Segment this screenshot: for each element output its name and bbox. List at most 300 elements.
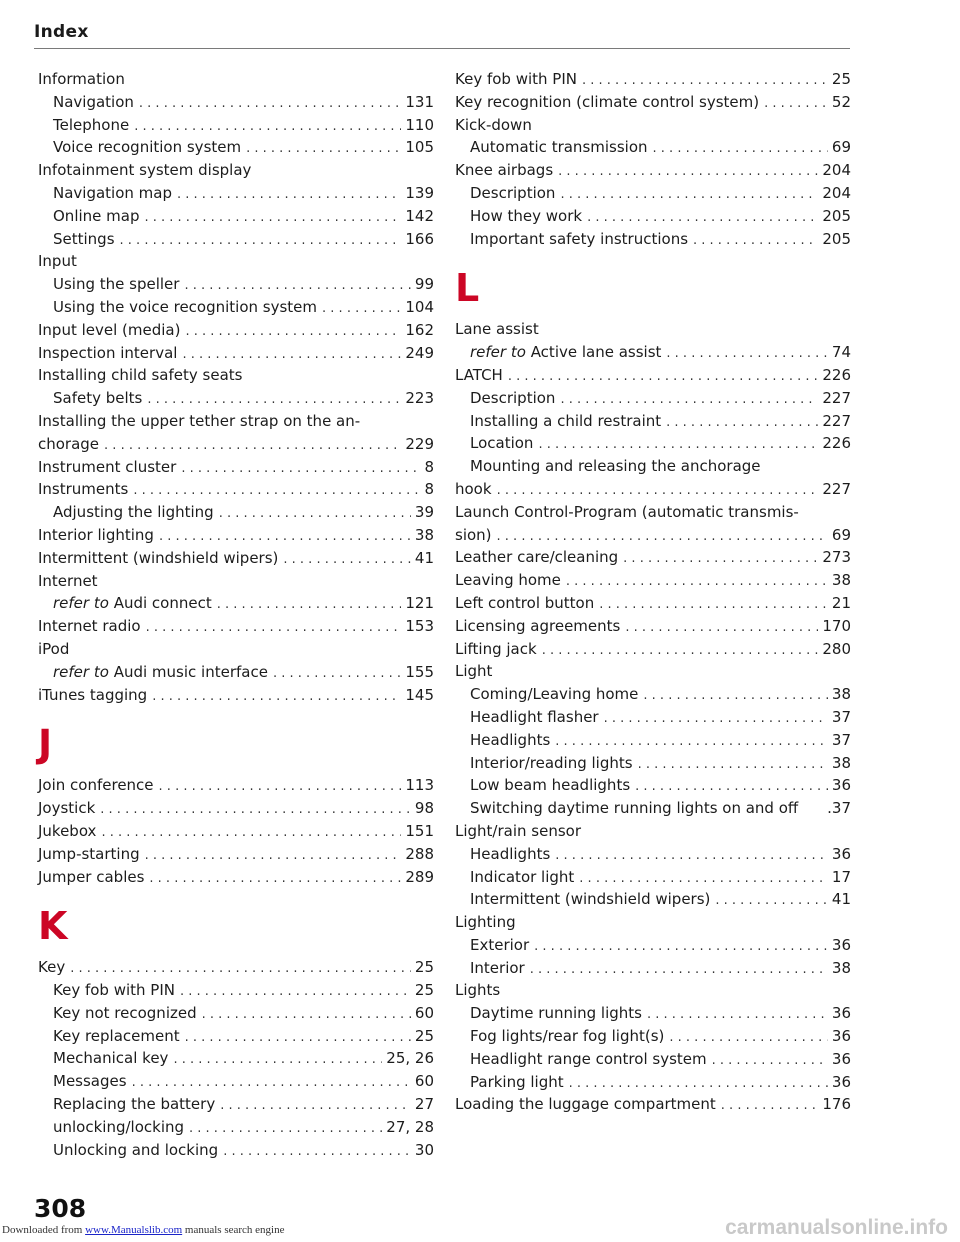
index-entry-label — [53, 1072, 127, 1090]
dot-leader — [142, 392, 401, 407]
index-item — [455, 890, 851, 913]
index-item — [455, 799, 851, 822]
index-entry-page: 104 — [405, 297, 434, 316]
index-entry-page: 166 — [405, 229, 434, 248]
index-entry-text: Audi music interface — [113, 662, 268, 681]
section-letter: J — [38, 722, 53, 767]
index-entry-text: Jumper cables — [38, 867, 145, 886]
index-item — [38, 549, 434, 572]
index-entry-page: 25 — [831, 70, 851, 88]
index-entry-label — [53, 503, 214, 521]
index-entry-page: 27 — [414, 1095, 434, 1114]
index-entry-page: 229 — [405, 434, 434, 453]
index-item — [38, 981, 434, 1004]
index-entry-text: Parking light — [470, 1072, 564, 1091]
index-entry-line — [455, 1027, 851, 1050]
index-entry-page: 8 — [424, 480, 434, 499]
index-entry-page: 60 — [414, 1003, 434, 1022]
index-item — [38, 1072, 434, 1095]
index-item — [455, 412, 851, 435]
index-entry-line — [455, 138, 851, 161]
index-entry-text: Leather care/cleaning — [455, 548, 619, 567]
index-heading-label: Information — [38, 70, 125, 88]
index-entry-label — [470, 1027, 664, 1045]
index-entry-label — [53, 207, 139, 225]
index-entry-page: 38 — [831, 753, 851, 772]
index-entry-text: Joystick — [38, 799, 96, 818]
index-entry-label — [470, 412, 661, 430]
index-entry-continuation — [38, 435, 434, 458]
index-item — [455, 343, 851, 366]
index-entry-line — [455, 366, 851, 389]
index-item — [455, 776, 851, 799]
index-entry-text: Location — [470, 434, 534, 453]
index-item — [38, 594, 434, 617]
index-entry-line — [455, 776, 851, 799]
dot-leader — [184, 1121, 382, 1136]
index-entry-page: 36 — [831, 844, 851, 863]
dot-leader — [317, 301, 401, 316]
dot-leader — [268, 666, 401, 681]
dot-leader — [140, 848, 402, 863]
index-entry-page: 36 — [831, 1004, 851, 1023]
index-entry-text: Unlocking and locking — [53, 1140, 219, 1159]
dot-leader — [175, 984, 411, 999]
dot-leader — [630, 779, 828, 794]
dot-leader — [278, 552, 411, 567]
index-item — [38, 896, 434, 956]
index-entry-page: 227 — [822, 479, 851, 498]
index-entry-page: 223 — [405, 389, 434, 408]
index-entry-label — [38, 458, 176, 476]
dot-leader — [661, 346, 828, 361]
index-entry-label — [53, 184, 172, 202]
index-entry-text: Jukebox — [38, 821, 97, 840]
index-entry-label — [53, 93, 134, 111]
index-entry-text: Key not recognized — [53, 1003, 197, 1022]
index-entry-line — [38, 275, 434, 298]
dot-leader — [128, 483, 420, 498]
index-entry-line — [455, 959, 851, 982]
index-entry-text: Key — [38, 958, 66, 977]
index-entry-label — [470, 845, 550, 863]
index-entry-page: 25 — [414, 1026, 434, 1045]
index-entry-label — [470, 959, 525, 977]
dot-leader — [168, 1052, 382, 1067]
header-divider — [34, 48, 850, 49]
index-entry-page: 39 — [414, 503, 434, 522]
index-entry-page: 74 — [831, 343, 851, 362]
index-entry-page: 288 — [405, 844, 434, 863]
index-entry-line — [38, 958, 434, 981]
index-item — [38, 1027, 434, 1050]
index-entry-label-cont: sion) — [455, 525, 492, 544]
index-entry-text: Headlight range control system — [470, 1049, 707, 1068]
index-item — [455, 868, 851, 891]
index-entry-line — [455, 343, 851, 366]
index-item — [455, 93, 851, 116]
index-item — [455, 548, 851, 571]
dot-leader — [141, 620, 402, 635]
index-entry-text: Replacing the battery — [53, 1095, 216, 1114]
index-item — [38, 640, 434, 663]
manualslib-link[interactable]: www.Manualslib.com — [85, 1224, 183, 1236]
index-entry-label — [38, 321, 180, 339]
dot-leader — [179, 278, 410, 293]
dot-leader — [212, 597, 402, 612]
index-entry-line — [455, 868, 851, 891]
index-item — [38, 868, 434, 891]
index-entry-label — [53, 663, 268, 681]
index-entry-page: 36 — [831, 776, 851, 795]
index-entry-refer-prefix: refer to — [53, 662, 109, 681]
index-entry-label — [53, 1141, 218, 1159]
index-item — [455, 640, 851, 663]
index-entry-text: Lifting jack — [455, 639, 537, 658]
index-item — [455, 116, 851, 139]
index-entry-label — [470, 799, 798, 817]
download-source-suffix: manuals search engine — [184, 1224, 285, 1236]
index-entry-text: Automatic transmission — [470, 138, 648, 157]
dot-leader — [688, 233, 818, 248]
index-entry-page: 99 — [414, 275, 434, 294]
index-entry-line — [455, 754, 851, 777]
index-entry-page: 36 — [831, 935, 851, 954]
index-entry-line — [455, 799, 851, 822]
index-entry-text: Audi connect — [113, 594, 212, 613]
dot-leader — [492, 529, 828, 544]
index-heading-label: Lighting — [455, 913, 516, 932]
index-item — [38, 1095, 434, 1118]
index-entry-text: Headlights — [470, 844, 551, 863]
index-entry-line — [455, 1050, 851, 1073]
index-entry-line — [455, 617, 851, 640]
index-heading — [38, 640, 434, 663]
index-heading — [38, 70, 434, 93]
dot-leader — [574, 871, 828, 886]
index-item — [38, 1049, 434, 1072]
dot-leader — [176, 461, 420, 476]
index-item — [455, 845, 851, 868]
index-item — [455, 617, 851, 640]
index-item — [38, 480, 434, 503]
index-entry-page: 110 — [405, 115, 434, 134]
dot-leader — [618, 551, 818, 566]
index-entry-page: 38 — [831, 571, 851, 590]
index-entry-label — [38, 845, 140, 863]
index-entry-label — [38, 822, 96, 840]
index-entry-text: Description — [470, 183, 556, 202]
dot-leader — [661, 415, 818, 430]
index-item — [38, 958, 434, 981]
index-entry-label — [53, 116, 129, 134]
index-entry-text: Low beam headlights — [470, 776, 631, 795]
index-item — [455, 184, 851, 207]
index-item — [38, 366, 434, 389]
index-entry-label — [470, 207, 582, 225]
index-entry-page: 38 — [831, 958, 851, 977]
dot-leader — [65, 961, 411, 976]
index-entry-label — [38, 617, 141, 635]
index-entry-line — [38, 207, 434, 230]
index-item — [38, 503, 434, 526]
index-item — [455, 708, 851, 731]
index-entry-page: 155 — [405, 662, 434, 681]
index-entry-page: 41 — [414, 548, 434, 567]
index-entry-label — [38, 344, 177, 362]
index-item — [455, 320, 851, 343]
dot-leader — [99, 438, 401, 453]
index-item — [38, 70, 434, 93]
index-entry-label — [53, 594, 212, 612]
dot-leader — [115, 233, 402, 248]
download-source — [2, 1224, 284, 1236]
index-item — [38, 275, 434, 298]
index-entry-line — [38, 549, 434, 572]
index-entry-text: Mechanical key — [53, 1049, 169, 1068]
index-entry-text: Coming/Leaving home — [470, 685, 639, 704]
dot-leader — [177, 347, 401, 362]
index-entry-label — [470, 343, 661, 361]
dot-leader — [154, 779, 402, 794]
index-entry-label-cont: hook — [455, 479, 492, 498]
index-entry-line — [38, 776, 434, 799]
index-heading — [455, 981, 851, 1004]
index-entry-page: 38 — [831, 685, 851, 704]
index-entry-line — [38, 503, 434, 526]
index-entry-label: Launch Control-Program (automatic transmis- — [455, 502, 799, 521]
index-entry-text: Join conference — [38, 776, 154, 795]
dot-leader — [147, 689, 401, 704]
index-item — [455, 1050, 851, 1073]
index-entry-label — [470, 890, 710, 908]
index-entry-label — [470, 389, 555, 407]
index-entry-line — [455, 731, 851, 754]
index-item — [455, 754, 851, 777]
index-item — [455, 571, 851, 594]
index-item — [455, 662, 851, 685]
download-source-prefix: Downloaded from — [2, 1224, 83, 1236]
index-entry-label — [38, 958, 65, 976]
index-entry-label — [455, 640, 537, 658]
index-column-right — [455, 70, 851, 1118]
index-entry-label — [470, 936, 529, 954]
index-item — [455, 366, 851, 389]
dot-leader — [648, 141, 828, 156]
dot-leader — [154, 529, 411, 544]
index-entry-line — [38, 868, 434, 891]
dot-leader — [197, 1007, 411, 1022]
index-heading — [455, 116, 851, 139]
index-entry-line — [38, 298, 434, 321]
index-entry-line — [38, 845, 434, 868]
index-entry-label — [470, 434, 533, 452]
dot-leader — [214, 506, 411, 521]
index-entry-line — [38, 321, 434, 344]
index-entry-line — [38, 116, 434, 139]
index-item — [38, 389, 434, 412]
index-heading — [38, 572, 434, 595]
index-entry-line — [38, 1027, 434, 1050]
index-entry-text: Switching daytime running lights on and off — [470, 799, 799, 818]
index-entry-page: 170 — [822, 616, 851, 635]
index-entry-label — [455, 366, 503, 384]
index-entry-line — [455, 594, 851, 617]
index-entry-text: Interior — [470, 958, 525, 977]
index-entry-line — [455, 708, 851, 731]
dot-leader — [533, 437, 818, 452]
index-entry-label — [455, 70, 577, 88]
dot-leader — [707, 1053, 828, 1068]
dot-leader — [599, 711, 828, 726]
index-entry-text: Active lane assist — [530, 343, 662, 362]
index-entry-label — [53, 230, 115, 248]
index-entry-text: Licensing agreements — [455, 616, 621, 635]
index-entry-page: 204 — [822, 183, 851, 202]
index-entry-line — [38, 526, 434, 549]
index-entry-text: Using the speller — [53, 275, 180, 294]
index-entry-label — [470, 731, 550, 749]
index-item — [455, 389, 851, 412]
index-item — [38, 776, 434, 799]
index-entry-page: 113 — [405, 776, 434, 795]
index-item — [38, 161, 434, 184]
index-entry-label — [470, 1004, 642, 1022]
dot-leader — [95, 802, 411, 817]
index-entry-label — [470, 685, 638, 703]
index-entry-page: 153 — [405, 617, 434, 636]
index-item — [38, 799, 434, 822]
index-entry-page: 176 — [822, 1095, 851, 1114]
index-entry-line — [455, 503, 851, 526]
dot-leader — [577, 73, 828, 88]
index-entry-line — [38, 686, 434, 709]
index-entry-label — [53, 138, 241, 156]
index-entry-line — [455, 1095, 851, 1118]
dot-leader — [215, 1098, 411, 1113]
index-entry-page: 139 — [405, 183, 434, 202]
index-entry-text: Key recognition (climate control system) — [455, 92, 760, 111]
index-entry-text: unlocking/locking — [53, 1117, 185, 1136]
index-item — [455, 1073, 851, 1096]
index-entry-label — [38, 480, 128, 498]
dot-leader — [555, 187, 818, 202]
index-entry-line — [38, 981, 434, 1004]
index-entry-page: 249 — [405, 343, 434, 362]
index-entry-line — [455, 161, 851, 184]
dot-leader — [180, 1030, 411, 1045]
index-entry-label — [53, 275, 179, 293]
dot-leader — [550, 734, 828, 749]
index-item — [455, 936, 851, 959]
index-item — [455, 685, 851, 708]
index-entry-text: Description — [470, 388, 556, 407]
index-entry-label — [38, 868, 144, 886]
index-entry-line — [455, 389, 851, 412]
index-entry-line — [38, 1049, 434, 1072]
index-entry-label — [53, 1004, 197, 1022]
dot-leader — [582, 210, 818, 225]
dot-leader — [525, 962, 828, 977]
index-entry-page: 37 — [831, 707, 851, 726]
index-entry-continuation — [455, 526, 851, 549]
index-entry-page: 36 — [831, 1027, 851, 1046]
index-entry-label — [455, 548, 618, 566]
index-entry-text: Internet radio — [38, 617, 141, 636]
dot-leader — [537, 643, 819, 658]
index-heading-label: Light/rain sensor — [455, 821, 581, 840]
index-heading — [455, 662, 851, 685]
index-entry-text: Instrument cluster — [38, 457, 177, 476]
index-entry-text: Left control button — [455, 593, 595, 612]
page-header-title: Index — [34, 22, 89, 42]
index-entry-text: Intermittent (windshield wipers) — [38, 548, 279, 567]
index-entry-page: 151 — [405, 821, 434, 840]
index-entry-line — [455, 434, 851, 457]
index-entry-text: Inspection interval — [38, 343, 178, 362]
dot-leader — [555, 392, 818, 407]
index-item — [38, 686, 434, 709]
index-entry-page: 142 — [405, 206, 434, 225]
dot-leader — [564, 1076, 828, 1091]
index-entry-label — [455, 617, 620, 635]
dot-leader — [759, 96, 828, 111]
index-entry-page: 121 — [405, 594, 434, 613]
index-entry-page: 226 — [822, 365, 851, 384]
index-entry-line — [455, 93, 851, 116]
watermark-logo: carmanualsonline.info — [725, 1216, 948, 1239]
index-entry-label — [470, 230, 688, 248]
index-entry-text: Indicator light — [470, 867, 575, 886]
index-entry-line — [38, 1004, 434, 1027]
index-entry-label — [38, 799, 95, 817]
index-entry-page: 25 — [414, 958, 434, 977]
index-entry-page: 52 — [831, 92, 851, 111]
index-entry-page: 60 — [414, 1072, 434, 1091]
index-item — [38, 663, 434, 686]
index-item — [38, 526, 434, 549]
index-entry-page: 205 — [822, 229, 851, 248]
dot-leader — [529, 939, 828, 954]
index-item — [455, 207, 851, 230]
index-entry-page: 25 — [414, 981, 434, 1000]
index-entry-page: 227 — [822, 388, 851, 407]
index-entry-line — [38, 617, 434, 640]
index-item — [455, 230, 851, 253]
index-entry-label — [38, 549, 278, 567]
dot-leader — [241, 141, 401, 156]
index-entry-text: Fog lights/rear fog light(s) — [470, 1027, 665, 1046]
index-entry-line — [38, 799, 434, 822]
index-entry-page: 30 — [414, 1140, 434, 1159]
index-item — [38, 207, 434, 230]
index-entry-text: Interior/reading lights — [470, 753, 633, 772]
index-item — [455, 1027, 851, 1050]
index-entry-text: Navigation — [53, 92, 134, 111]
section-letter: K — [38, 904, 68, 949]
index-entry-text: Headlights — [470, 730, 551, 749]
index-entry-text: Leaving home — [455, 571, 561, 590]
index-entry-line — [38, 184, 434, 207]
index-entry-label — [470, 754, 633, 772]
index-entry-page: 162 — [405, 320, 434, 339]
dot-leader — [550, 848, 828, 863]
index-item — [38, 1141, 434, 1164]
index-entry-page: .37 — [827, 799, 851, 818]
index-entry-label — [38, 776, 154, 794]
index-item — [38, 321, 434, 344]
index-entry-text: Key fob with PIN — [53, 981, 175, 1000]
